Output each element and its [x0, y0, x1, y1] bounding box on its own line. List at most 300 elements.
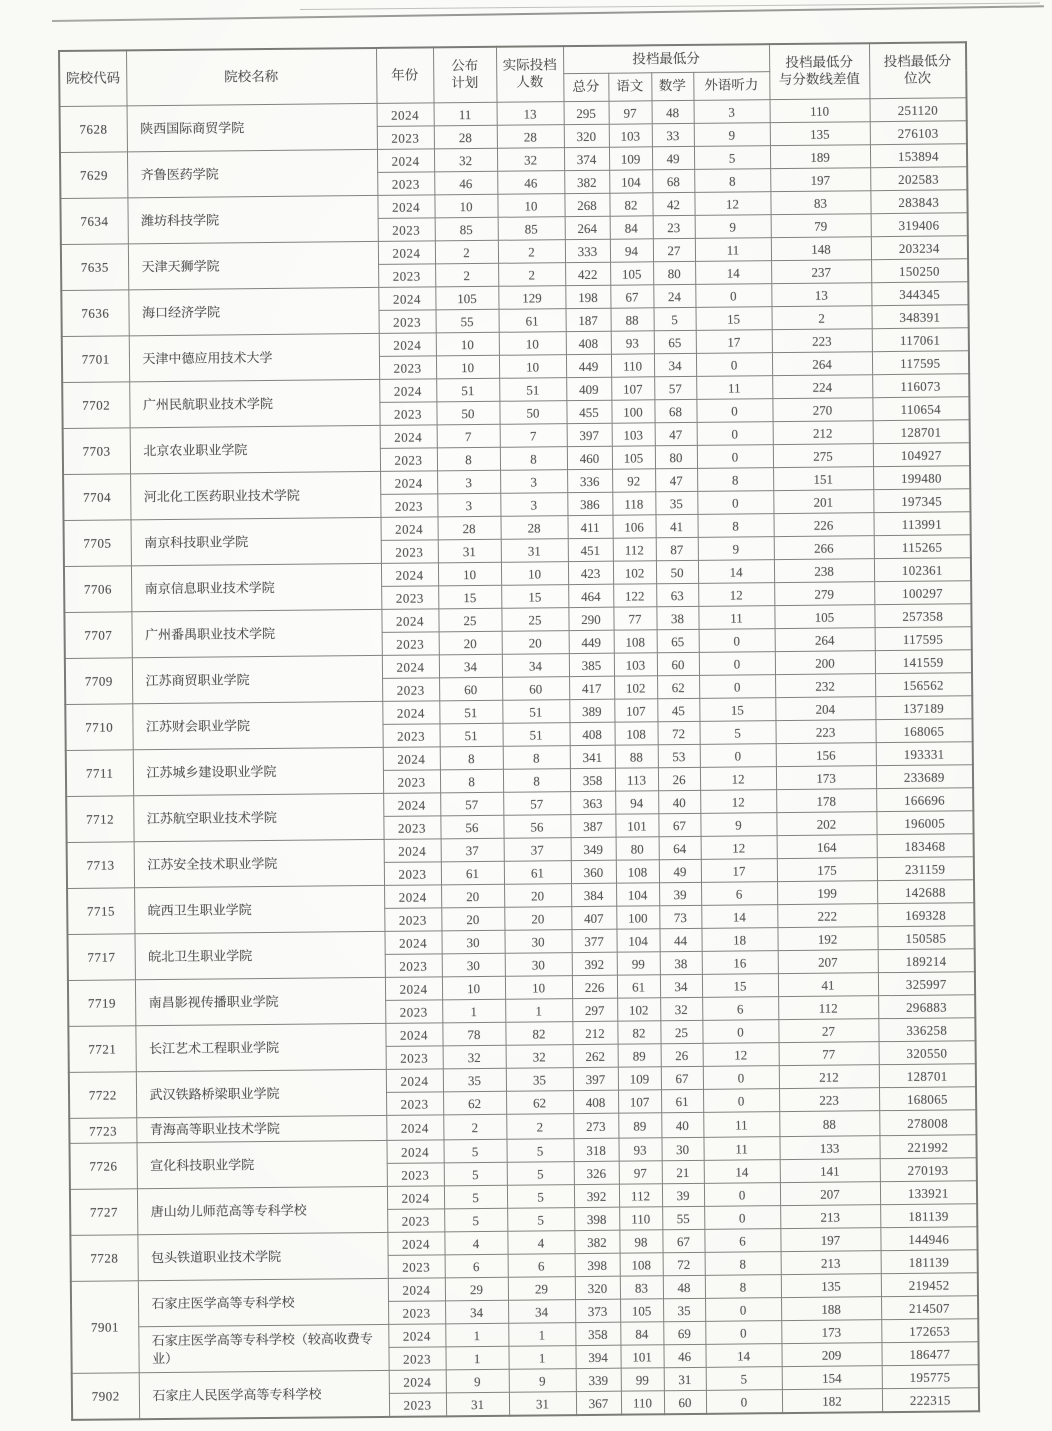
total-score-cell: 386	[567, 492, 612, 515]
chinese-score-cell: 108	[620, 1253, 663, 1276]
total-score-cell: 358	[570, 768, 615, 791]
listening-score-cell: 0	[696, 353, 772, 377]
actual-count-cell: 10	[501, 562, 568, 586]
math-score-cell: 80	[655, 445, 697, 468]
listening-score-cell: 6	[702, 997, 778, 1021]
rank-cell: 181139	[880, 1204, 977, 1228]
plan-cell: 2	[435, 263, 498, 287]
chinese-score-cell: 97	[619, 1161, 662, 1184]
total-score-cell: 333	[565, 239, 610, 262]
listening-score-cell: 0	[704, 1206, 780, 1230]
math-score-cell: 53	[658, 744, 700, 767]
listening-score-cell: 0	[696, 399, 772, 423]
school-code-cell: 7701	[62, 336, 129, 383]
diff-cell: 237	[771, 260, 871, 284]
total-score-cell: 360	[571, 860, 616, 883]
chinese-score-cell: 84	[610, 216, 653, 239]
plan-cell: 2	[443, 1114, 506, 1140]
listening-score-cell: 9	[698, 537, 774, 561]
chinese-score-cell: 93	[618, 1138, 661, 1161]
total-score-cell: 297	[572, 998, 617, 1021]
plan-cell: 37	[441, 838, 504, 862]
year-cell: 2023	[388, 1255, 445, 1279]
school-name-cell: 江苏航空职业技术学院	[133, 793, 383, 841]
diff-cell: 2	[771, 306, 871, 330]
rank-cell: 150585	[877, 926, 974, 950]
listening-score-cell: 17	[701, 859, 777, 883]
year-cell: 2023	[382, 724, 439, 748]
school-name-cell: 宣化科技职业学院	[136, 1140, 386, 1188]
chinese-score-cell: 82	[609, 193, 652, 216]
diff-cell: 223	[775, 720, 875, 744]
total-score-cell: 382	[564, 170, 609, 193]
rank-cell: 133921	[880, 1181, 977, 1205]
diff-cell: 223	[772, 329, 872, 353]
year-cell: 2023	[378, 264, 435, 288]
school-name-cell: 石家庄医学高等专科学校	[138, 1278, 388, 1326]
rank-cell: 283843	[870, 190, 967, 214]
diff-cell: 202	[776, 812, 876, 836]
plan-cell: 34	[439, 654, 502, 678]
school-name-cell: 南昌影视传播职业学院	[135, 977, 385, 1025]
listening-score-cell: 9	[694, 123, 770, 147]
plan-cell: 10	[434, 194, 497, 218]
actual-count-cell: 51	[502, 723, 569, 747]
chinese-score-cell: 104	[616, 929, 659, 952]
diff-cell: 164	[777, 835, 877, 859]
listening-score-cell: 11	[703, 1137, 779, 1161]
plan-cell: 1	[445, 1346, 508, 1370]
plan-cell: 10	[436, 332, 499, 356]
actual-count-cell: 10	[499, 332, 566, 356]
year-cell: 2023	[384, 908, 441, 932]
math-score-cell: 87	[656, 537, 698, 560]
chinese-score-cell: 88	[615, 745, 658, 768]
math-score-cell: 60	[657, 652, 699, 675]
chinese-score-cell: 84	[620, 1322, 663, 1345]
rank-cell: 144946	[880, 1227, 977, 1251]
math-score-cell: 23	[653, 215, 695, 238]
math-score-cell: 68	[654, 399, 696, 422]
school-name-cell: 江苏安全技术职业学院	[134, 839, 384, 887]
school-code-cell: 7628	[60, 106, 127, 153]
actual-count-cell: 32	[506, 1045, 573, 1069]
total-score-cell: 320	[564, 124, 609, 147]
total-score-cell: 394	[575, 1345, 620, 1368]
math-score-cell: 72	[657, 721, 699, 744]
actual-count-cell: 31	[501, 539, 568, 563]
school-name-cell: 武汉铁路桥梁职业学院	[136, 1069, 386, 1117]
math-score-cell: 55	[662, 1206, 704, 1229]
listening-score-cell: 8	[697, 468, 773, 492]
chinese-score-cell: 80	[616, 837, 659, 860]
chinese-score-cell: 97	[609, 101, 652, 124]
school-code-cell: 7635	[61, 244, 128, 291]
actual-count-cell: 50	[499, 401, 566, 425]
listening-score-cell: 9	[695, 215, 771, 239]
year-cell: 2023	[387, 1209, 444, 1233]
admission-score-table	[58, 41, 980, 1421]
header-school-name: 院校名称	[126, 48, 377, 106]
math-score-cell: 61	[661, 1089, 703, 1112]
math-score-cell: 68	[652, 169, 694, 192]
math-score-cell: 33	[652, 123, 694, 146]
diff-cell: 141	[780, 1159, 880, 1183]
diff-cell: 207	[780, 1182, 880, 1206]
actual-count-cell: 31	[509, 1392, 576, 1416]
plan-cell: 62	[443, 1091, 506, 1115]
school-code-cell: 7902	[72, 1373, 139, 1420]
plan-cell: 61	[441, 861, 504, 885]
chinese-score-cell: 99	[621, 1368, 664, 1391]
year-cell: 2023	[381, 540, 438, 564]
school-name-cell: 青海高等职业技术学院	[136, 1115, 386, 1142]
actual-count-cell: 25	[501, 608, 568, 632]
listening-score-cell: 0	[695, 284, 771, 308]
actual-count-cell: 85	[498, 217, 565, 241]
header-year: 年份	[376, 47, 434, 103]
listening-score-cell: 0	[703, 1089, 779, 1113]
rank-cell: 231159	[877, 857, 974, 881]
listening-score-cell: 0	[697, 445, 773, 469]
rank-cell: 115265	[874, 535, 971, 559]
header-listening: 外语听力	[693, 72, 769, 101]
diff-cell: 197	[780, 1228, 880, 1252]
year-cell: 2024	[378, 241, 435, 265]
diff-cell: 178	[776, 789, 876, 813]
total-score-cell: 363	[570, 791, 615, 814]
chinese-score-cell: 105	[620, 1299, 663, 1322]
plan-cell: 5	[444, 1162, 507, 1186]
year-cell: 2024	[389, 1370, 446, 1394]
diff-cell: 212	[779, 1065, 879, 1089]
plan-cell: 10	[442, 976, 505, 1000]
actual-count-cell: 32	[497, 148, 564, 172]
plan-cell: 35	[443, 1068, 506, 1092]
listening-score-cell: 0	[706, 1390, 782, 1414]
plan-cell: 29	[445, 1277, 508, 1301]
diff-cell: 204	[775, 697, 875, 721]
listening-score-cell: 12	[698, 583, 774, 607]
school-name-cell: 齐鲁医药学院	[127, 149, 377, 197]
year-cell: 2024	[384, 885, 441, 909]
rank-cell: 156562	[875, 673, 972, 697]
listening-score-cell: 12	[701, 836, 777, 860]
year-cell: 2023	[387, 1163, 444, 1187]
header-total-score: 总分	[563, 73, 608, 101]
actual-count-cell: 3	[500, 470, 567, 494]
actual-count-cell: 7	[500, 424, 567, 448]
year-cell: 2023	[389, 1393, 446, 1417]
school-code-cell: 7715	[67, 888, 134, 935]
diff-cell: 270	[772, 398, 872, 422]
year-cell: 2024	[380, 425, 437, 449]
year-cell: 2024	[378, 287, 435, 311]
diff-cell: 213	[780, 1205, 880, 1229]
actual-count-cell: 8	[503, 746, 570, 770]
actual-count-cell: 13	[497, 102, 564, 126]
year-cell: 2024	[380, 471, 437, 495]
plan-cell: 8	[437, 447, 500, 471]
plan-cell: 20	[441, 884, 504, 908]
year-cell: 2024	[382, 655, 439, 679]
chinese-score-cell: 102	[613, 561, 656, 584]
plan-cell: 5	[443, 1139, 506, 1163]
actual-count-cell: 61	[504, 861, 571, 885]
school-code-cell: 7726	[69, 1143, 136, 1190]
total-score-cell: 464	[568, 584, 613, 607]
listening-score-cell: 0	[705, 1298, 781, 1322]
plan-cell: 57	[440, 792, 503, 816]
chinese-score-cell: 103	[614, 653, 657, 676]
rank-cell: 137189	[875, 696, 972, 720]
year-cell: 2024	[388, 1324, 445, 1348]
total-score-cell: 264	[565, 216, 610, 239]
diff-cell: 173	[781, 1320, 881, 1344]
diff-cell: 197	[770, 168, 870, 192]
year-cell: 2023	[380, 448, 437, 472]
math-score-cell: 27	[653, 238, 695, 261]
listening-score-cell: 0	[703, 1066, 779, 1090]
year-cell: 2024	[377, 195, 434, 219]
math-score-cell: 35	[663, 1298, 705, 1321]
math-score-cell: 40	[661, 1112, 703, 1137]
diff-cell: 27	[778, 1019, 878, 1043]
total-score-cell: 358	[575, 1322, 620, 1345]
rank-cell: 186477	[881, 1342, 978, 1366]
plan-cell: 28	[434, 125, 497, 149]
plan-cell: 1	[445, 1323, 508, 1347]
math-score-cell: 62	[657, 675, 699, 698]
chinese-score-cell: 109	[618, 1067, 661, 1090]
header-min-score-group: 投档最低分	[563, 44, 769, 73]
total-score-cell: 339	[576, 1368, 621, 1391]
plan-cell: 6	[445, 1254, 508, 1278]
listening-score-cell: 0	[702, 1020, 778, 1044]
actual-count-cell: 1	[508, 1346, 575, 1370]
math-score-cell: 40	[658, 790, 700, 813]
school-name-cell: 陕西国际商贸学院	[127, 103, 377, 151]
chinese-score-cell: 106	[612, 515, 655, 538]
school-name-cell: 广州民航职业技术学院	[129, 379, 379, 427]
school-name-cell: 南京信息职业技术学院	[131, 563, 381, 611]
diff-cell: 133	[779, 1136, 879, 1160]
diff-cell: 135	[781, 1274, 881, 1298]
actual-count-cell: 56	[503, 815, 570, 839]
math-score-cell: 30	[661, 1137, 703, 1160]
rank-cell: 319406	[871, 213, 968, 237]
rank-cell: 168065	[875, 719, 972, 743]
school-name-cell: 石家庄医学高等专科学校（较高收费专业）	[138, 1324, 388, 1372]
actual-count-cell: 10	[505, 976, 572, 1000]
header-actual-count: 实际投档 人数	[496, 46, 564, 102]
actual-count-cell: 20	[502, 631, 569, 655]
chinese-score-cell: 88	[611, 308, 654, 331]
plan-cell: 60	[439, 677, 502, 701]
rank-cell: 153894	[870, 144, 967, 168]
math-score-cell: 26	[661, 1043, 703, 1066]
math-score-cell: 41	[655, 514, 697, 537]
school-code-cell: 7717	[67, 934, 134, 981]
diff-cell: 148	[771, 237, 871, 261]
chinese-score-cell: 89	[618, 1044, 661, 1067]
rank-cell: 172653	[881, 1319, 978, 1343]
chinese-score-cell: 108	[614, 722, 657, 745]
year-cell: 2024	[386, 1115, 443, 1141]
rank-cell: 104927	[873, 443, 970, 467]
year-cell: 2023	[385, 1000, 442, 1024]
listening-score-cell: 0	[697, 422, 773, 446]
listening-score-cell: 14	[704, 1160, 780, 1184]
chinese-score-cell: 101	[615, 814, 658, 837]
header-chinese: 语文	[608, 73, 651, 101]
school-name-cell: 长江艺术工程职业学院	[135, 1023, 385, 1071]
math-score-cell: 67	[662, 1229, 704, 1252]
actual-count-cell: 2	[506, 1114, 573, 1140]
diff-cell: 192	[777, 927, 877, 951]
chinese-score-cell: 83	[620, 1276, 663, 1299]
school-name-cell: 广州番禺职业技术学院	[131, 609, 381, 657]
actual-count-cell: 61	[499, 309, 566, 333]
year-cell: 2024	[377, 149, 434, 173]
total-score-cell: 326	[574, 1161, 619, 1184]
year-cell: 2023	[386, 1092, 443, 1116]
rank-cell: 199480	[873, 466, 970, 490]
chinese-score-cell: 82	[617, 1021, 660, 1044]
math-score-cell: 57	[654, 376, 696, 399]
actual-count-cell: 4	[507, 1231, 574, 1255]
chinese-score-cell: 98	[619, 1230, 662, 1253]
rank-cell: 325997	[878, 972, 975, 996]
header-published-plan: 公布 计划	[433, 47, 497, 103]
math-score-cell: 38	[660, 951, 702, 974]
chinese-score-cell: 112	[613, 538, 656, 561]
math-score-cell: 42	[652, 192, 694, 215]
rank-cell: 219452	[881, 1273, 978, 1297]
school-code-cell: 7703	[63, 428, 130, 475]
diff-cell: 112	[778, 996, 878, 1020]
math-score-cell: 65	[657, 629, 699, 652]
year-cell: 2023	[381, 586, 438, 610]
math-score-cell: 31	[664, 1367, 706, 1390]
year-cell: 2024	[379, 379, 436, 403]
chinese-score-cell: 112	[619, 1184, 662, 1207]
year-cell: 2024	[384, 839, 441, 863]
plan-cell: 8	[440, 769, 503, 793]
actual-count-cell: 34	[502, 654, 569, 678]
rank-cell: 169328	[877, 903, 974, 927]
plan-cell: 5	[444, 1208, 507, 1232]
actual-count-cell: 20	[504, 884, 571, 908]
year-cell: 2023	[385, 954, 442, 978]
year-cell: 2024	[381, 609, 438, 633]
plan-cell: 50	[436, 401, 499, 425]
listening-score-cell: 12	[700, 790, 776, 814]
chinese-score-cell: 103	[609, 124, 652, 147]
year-cell: 2023	[378, 218, 435, 242]
rank-cell: 320550	[879, 1041, 976, 1065]
total-score-cell: 384	[571, 883, 616, 906]
actual-count-cell: 5	[506, 1139, 573, 1163]
total-score-cell: 389	[569, 699, 614, 722]
school-name-cell: 天津中德应用技术大学	[129, 333, 379, 381]
year-cell: 2024	[383, 793, 440, 817]
total-score-cell: 387	[570, 814, 615, 837]
plan-cell: 55	[436, 309, 499, 333]
chinese-score-cell: 113	[615, 768, 658, 791]
listening-score-cell: 12	[700, 767, 776, 791]
listening-score-cell: 14	[705, 1344, 781, 1368]
actual-count-cell: 8	[500, 447, 567, 471]
rank-cell: 141559	[875, 650, 972, 674]
year-cell: 2023	[383, 770, 440, 794]
chinese-score-cell: 100	[616, 906, 659, 929]
total-score-cell: 226	[572, 975, 617, 998]
chinese-score-cell: 109	[609, 147, 652, 170]
year-cell: 2024	[377, 103, 434, 127]
school-name-cell: 包头铁道职业技术学院	[137, 1232, 387, 1280]
math-score-cell: 46	[663, 1344, 705, 1367]
school-code-cell: 7634	[60, 198, 127, 245]
plan-cell: 10	[436, 355, 499, 379]
listening-score-cell: 12	[703, 1043, 779, 1067]
total-score-cell: 398	[574, 1207, 619, 1230]
school-code-cell: 7702	[62, 382, 129, 429]
chinese-score-cell: 107	[618, 1090, 661, 1113]
chinese-score-cell: 108	[616, 860, 659, 883]
plan-cell: 25	[438, 608, 501, 632]
math-score-cell: 48	[652, 100, 694, 123]
plan-cell: 51	[436, 378, 499, 402]
total-score-cell: 409	[566, 377, 611, 400]
diff-cell: 135	[770, 122, 870, 146]
listening-score-cell: 0	[697, 491, 773, 515]
diff-cell: 209	[781, 1343, 881, 1367]
year-cell: 2023	[382, 678, 439, 702]
total-score-cell: 349	[571, 837, 616, 860]
chinese-score-cell: 107	[611, 377, 654, 400]
plan-cell: 56	[440, 815, 503, 839]
year-cell: 2023	[379, 402, 436, 426]
listening-score-cell: 14	[701, 905, 777, 929]
school-code-cell: 7727	[70, 1189, 137, 1236]
total-score-cell: 262	[573, 1044, 618, 1067]
total-score-cell: 408	[566, 331, 611, 354]
listening-score-cell: 14	[698, 560, 774, 584]
math-score-cell: 47	[655, 422, 697, 445]
diff-cell: 110	[770, 99, 870, 123]
rank-cell: 203234	[871, 236, 968, 260]
rank-cell: 251120	[870, 98, 967, 122]
rank-cell: 110654	[872, 397, 969, 421]
math-score-cell: 80	[653, 261, 695, 284]
total-score-cell: 398	[575, 1253, 620, 1276]
rank-cell: 116073	[872, 374, 969, 398]
plan-cell: 3	[437, 470, 500, 494]
actual-count-cell: 30	[505, 953, 572, 977]
actual-count-cell: 28	[500, 516, 567, 540]
admission-score-table-wrap	[58, 41, 980, 1421]
listening-score-cell: 0	[699, 629, 775, 653]
chinese-score-cell: 67	[610, 285, 653, 308]
plan-cell: 30	[442, 953, 505, 977]
math-score-cell: 63	[656, 583, 698, 606]
listening-score-cell: 5	[706, 1367, 782, 1391]
actual-count-cell: 37	[504, 838, 571, 862]
school-code-cell: 7709	[65, 658, 132, 705]
plan-cell: 51	[439, 700, 502, 724]
math-score-cell: 60	[664, 1390, 706, 1414]
